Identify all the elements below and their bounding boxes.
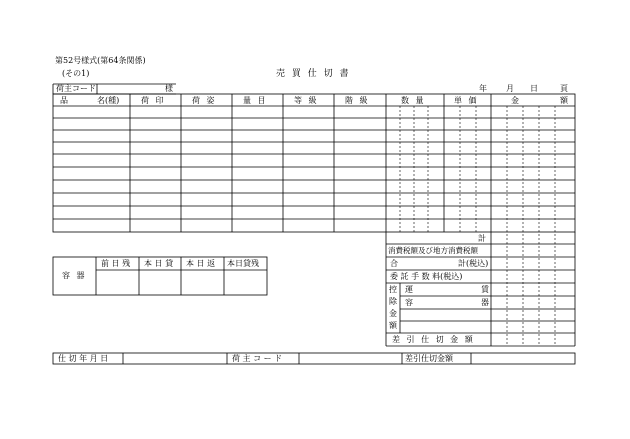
page-title: 売 買 仕 切 書 <box>276 69 351 79</box>
container-col-balance: 本日貸残 <box>227 259 259 268</box>
commission-label: 委 託 手 数 料(税込) <box>390 272 463 281</box>
col-weight: 量 目 <box>243 96 268 105</box>
col-class: 階 級 <box>345 96 370 105</box>
freight-right: 賃 <box>481 285 489 294</box>
col-unit-price: 単 価 <box>454 96 479 105</box>
form-number: 第52号様式(第64条関係) <box>55 56 146 65</box>
container-col-lent: 本 日 貸 <box>144 259 174 268</box>
container-col-prev: 前 日 残 <box>101 259 131 268</box>
date-year: 年 <box>479 84 487 93</box>
date-month: 月 <box>506 84 514 93</box>
total-label: 計 <box>478 234 486 243</box>
container-left: 容 <box>405 298 413 307</box>
col-mark: 荷 印 <box>141 96 166 105</box>
col-amount-left: 金 <box>511 96 519 105</box>
date-day: 日 <box>530 84 538 93</box>
deduction-char-3: 金 <box>389 309 397 318</box>
col-packing: 荷 姿 <box>192 96 217 105</box>
col-amount-right: 額 <box>560 96 568 105</box>
freight-left: 運 <box>405 285 413 294</box>
footer-shipper-code: 荷 主 コ ー ド <box>232 354 283 363</box>
container-label: 容 器 <box>62 271 87 280</box>
sama-label: 様 <box>165 84 173 93</box>
sub-number: (その1) <box>62 69 90 78</box>
container-right: 器 <box>481 298 489 307</box>
col-item-kind: 名(種) <box>97 96 120 105</box>
col-item: 品 <box>60 96 68 105</box>
shipper-code-label: 荷主コード <box>56 84 96 93</box>
col-quantity: 数 量 <box>401 96 426 105</box>
deduction-char-2: 除 <box>389 297 397 306</box>
total-incl-right: 計(税込) <box>458 259 489 268</box>
deduction-char-1: 控 <box>389 285 397 294</box>
footer-net-amount: 差引仕切金額 <box>405 354 453 363</box>
page-label: 頁 <box>560 84 568 93</box>
deduction-char-4: 額 <box>389 321 397 330</box>
tax-label: 消費税額及び地方消費税額 <box>388 246 478 255</box>
total-incl-left: 合 <box>390 259 398 268</box>
net-settlement-label: 差 引 仕 切 金 額 <box>392 335 475 344</box>
col-grade: 等 級 <box>294 96 319 105</box>
container-col-returned: 本 日 返 <box>186 259 216 268</box>
footer-settle-date: 仕 切 年 月 日 <box>58 354 109 363</box>
